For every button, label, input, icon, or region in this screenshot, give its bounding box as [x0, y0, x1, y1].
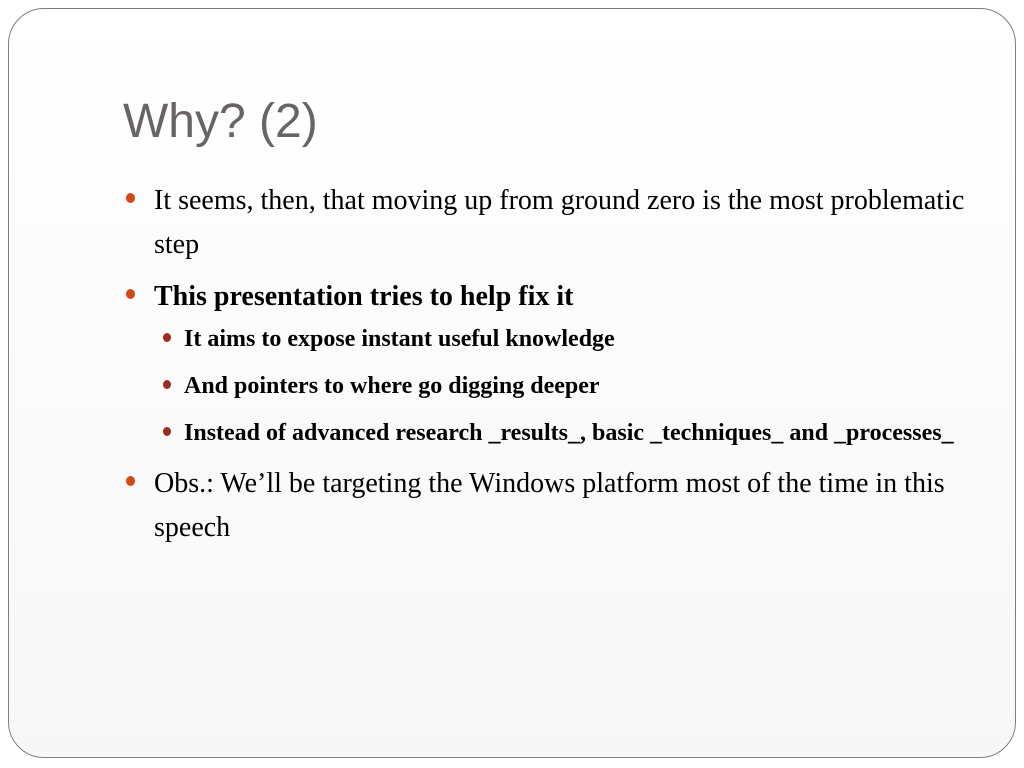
sub-bullet-text: Instead of advanced research _results_, basic _techniques_ and _processes_ [184, 420, 954, 446]
bullet-dot-icon [126, 476, 135, 486]
sub-bullet-dot-icon [163, 427, 171, 436]
sub-bullet-item [153, 366, 973, 407]
bullet-item [123, 462, 973, 550]
sub-bullet-item [153, 319, 973, 360]
sub-bullet-text: And pointers to where go digging deeper [184, 373, 600, 399]
bullet-text: It seems, then, that moving up from ground zero is the most problematic step [154, 185, 965, 260]
bullet-list [123, 179, 973, 550]
slide-content [123, 179, 973, 558]
sub-bullet-dot-icon [163, 333, 171, 342]
bullet-item [123, 179, 973, 267]
bullet-dot-icon [126, 193, 135, 203]
slide-title: Why? (2) [123, 95, 318, 148]
slide [8, 8, 1016, 758]
sub-bullet-list [153, 319, 973, 454]
sub-bullet-text: It aims to expose instant useful knowledge [184, 326, 615, 352]
bullet-text: This presentation tries to help fix it [154, 281, 574, 312]
sub-bullet-item [153, 413, 973, 454]
sub-bullet-dot-icon [163, 380, 171, 389]
bullet-dot-icon [126, 289, 135, 299]
bullet-item [123, 275, 973, 454]
bullet-text: Obs.: We’ll be targeting the Windows platform most of the time in this speech [154, 468, 945, 543]
